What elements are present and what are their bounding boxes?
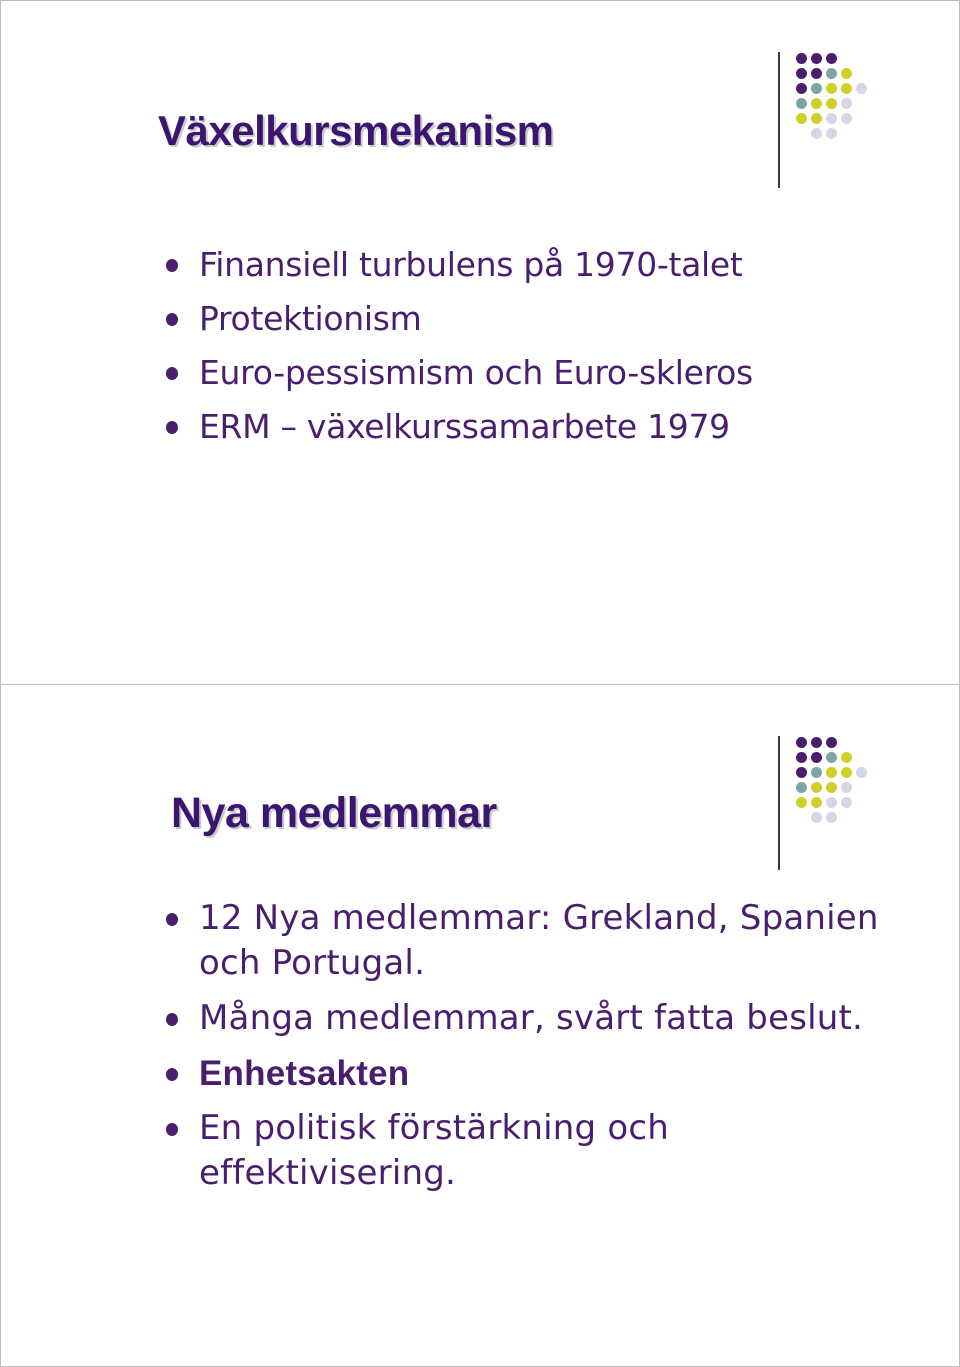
decorative-dot bbox=[826, 737, 837, 748]
bullet-item bbox=[166, 1106, 886, 1196]
decorative-dot bbox=[841, 797, 852, 808]
decorative-dot bbox=[796, 113, 807, 124]
bullet-icon bbox=[166, 313, 178, 326]
bullet-icon bbox=[166, 259, 178, 272]
decorative-dot bbox=[841, 83, 852, 94]
decorative-dot bbox=[841, 767, 852, 778]
decorative-dot bbox=[826, 752, 837, 763]
bullet-icon bbox=[166, 913, 178, 926]
decorative-dot bbox=[826, 68, 837, 79]
decorative-dot bbox=[826, 113, 837, 124]
bullet-text: Finansiell turbulens på 1970-talet bbox=[199, 245, 743, 284]
bullet-icon bbox=[166, 367, 178, 380]
slide-2 bbox=[1, 684, 959, 1367]
decorative-dot-grid bbox=[796, 53, 876, 173]
decorative-dot bbox=[796, 767, 807, 778]
decorative-dot bbox=[841, 752, 852, 763]
decorative-dot bbox=[811, 737, 822, 748]
bullet-list bbox=[166, 244, 886, 460]
decorative-dot bbox=[796, 752, 807, 763]
bullet-text: ERM – växelkurssamarbete 1979 bbox=[199, 407, 730, 446]
bullet-text: Euro-pessismism och Euro-skleros bbox=[199, 353, 753, 392]
bullet-item bbox=[166, 896, 886, 986]
decorative-vertical-line bbox=[778, 52, 780, 188]
decorative-vertical-line bbox=[778, 736, 780, 870]
decorative-dot bbox=[826, 83, 837, 94]
decorative-dot bbox=[811, 782, 822, 793]
decorative-dot bbox=[811, 83, 822, 94]
decorative-dot bbox=[826, 812, 837, 823]
decorative-dot bbox=[841, 113, 852, 124]
decorative-dot bbox=[811, 797, 822, 808]
slide-title: Växelkursmekanism bbox=[158, 107, 554, 154]
bullet-item bbox=[166, 298, 886, 340]
bullet-text: En politisk förstärkning och effektivisering. bbox=[199, 1108, 669, 1193]
decorative-dot bbox=[841, 782, 852, 793]
bullet-item bbox=[166, 352, 886, 394]
decorative-dot bbox=[796, 782, 807, 793]
bullet-icon bbox=[166, 1068, 178, 1081]
decorative-dot bbox=[811, 812, 822, 823]
bullet-list bbox=[166, 896, 886, 1206]
slide-1 bbox=[1, 1, 959, 683]
decorative-dot bbox=[811, 767, 822, 778]
decorative-dot bbox=[811, 128, 822, 139]
decorative-dot bbox=[796, 83, 807, 94]
decorative-dot bbox=[856, 83, 867, 94]
decorative-dot bbox=[841, 68, 852, 79]
bullet-item bbox=[166, 1051, 886, 1096]
decorative-dot bbox=[856, 767, 867, 778]
decorative-dot bbox=[796, 68, 807, 79]
decorative-dot-grid bbox=[796, 737, 876, 857]
decorative-dot bbox=[826, 797, 837, 808]
bullet-item bbox=[166, 996, 886, 1041]
decorative-dot bbox=[796, 98, 807, 109]
slide-title: Nya medlemmar bbox=[171, 789, 497, 837]
bullet-text: 12 Nya medlemmar: Grekland, Spanien och Portugal. bbox=[199, 898, 879, 983]
decorative-dot bbox=[826, 767, 837, 778]
decorative-dot bbox=[796, 737, 807, 748]
decorative-dot bbox=[811, 68, 822, 79]
decorative-dot bbox=[841, 98, 852, 109]
decorative-dot bbox=[826, 53, 837, 64]
bullet-item bbox=[166, 406, 886, 448]
decorative-dot bbox=[811, 98, 822, 109]
bullet-text: Många medlemmar, svårt fatta beslut. bbox=[199, 998, 864, 1038]
bullet-text: Enhetsakten bbox=[199, 1054, 410, 1093]
decorative-dot bbox=[796, 797, 807, 808]
decorative-dot bbox=[811, 113, 822, 124]
bullet-icon bbox=[166, 421, 178, 434]
decorative-dot bbox=[796, 53, 807, 64]
bullet-icon bbox=[166, 1013, 178, 1026]
decorative-dot bbox=[811, 53, 822, 64]
decorative-dot bbox=[826, 128, 837, 139]
bullet-text: Protektionism bbox=[199, 299, 422, 338]
bullet-item bbox=[166, 244, 886, 286]
bullet-icon bbox=[166, 1123, 178, 1136]
decorative-dot bbox=[826, 98, 837, 109]
decorative-dot bbox=[811, 752, 822, 763]
decorative-dot bbox=[826, 782, 837, 793]
